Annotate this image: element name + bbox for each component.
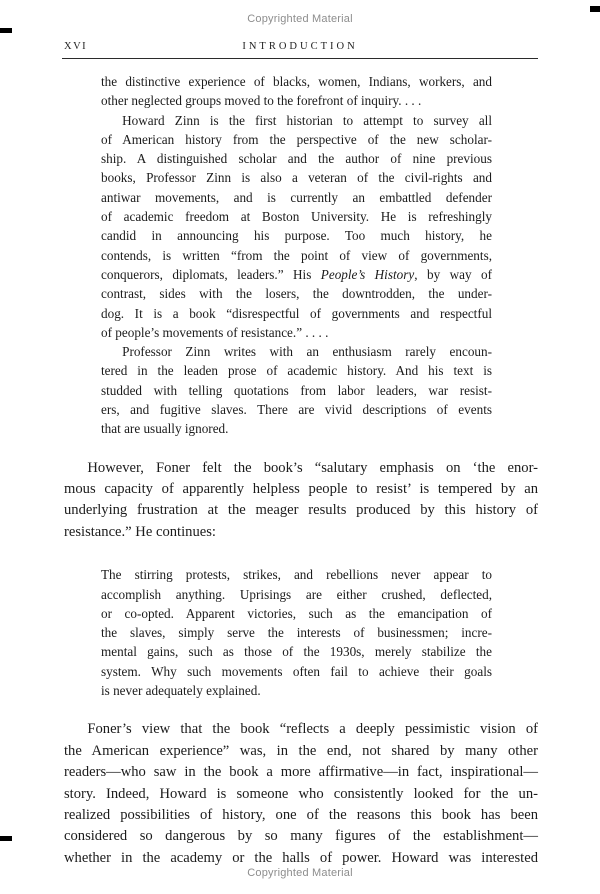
- text-line: other neglected groups moved to the forefront of inquiry. . . .: [101, 93, 422, 109]
- text-line: conquerors, diplomats, leaders.” His People’s History, by way of: [101, 266, 492, 282]
- paragraph: [64, 458, 538, 544]
- text-line: ship. A distinguished scholar and the author of nine previous: [101, 151, 492, 167]
- text-line: system. Why such movements often fail to achieve their goals: [101, 663, 492, 679]
- text-line: or co-opted. Apparent victories, such as the emancipation of: [101, 605, 492, 621]
- block-quote: [101, 565, 492, 700]
- text-line: realized possibilities of history, one of the reasons this book has been: [64, 806, 538, 823]
- text-line: contrast, sides with the losers, the downtrodden, the under-: [101, 286, 492, 302]
- scan-mark-bottom-left: [0, 836, 12, 841]
- text-line: mental gains, such as those of the 1930s, merely stabilize the: [101, 644, 492, 660]
- text-line: accomplish anything. Uprisings are either crushed, deflected,: [101, 586, 492, 602]
- text-line: The stirring protests, strikes, and rebellions never appear to: [101, 567, 492, 583]
- text-line: story. Indeed, Howard is someone who consistently looked for the un-: [64, 785, 538, 802]
- page-number: XVI: [64, 41, 88, 52]
- text-line: Howard Zinn is the first historian to attempt to survey all: [122, 112, 492, 128]
- text-line: that are usually ignored.: [101, 421, 229, 437]
- text-line: the distinctive experience of blacks, women, Indians, workers, and: [101, 74, 492, 89]
- text-line: of academic freedom at Boston University. He is refreshingly: [101, 209, 492, 225]
- text-line: is never adequately explained.: [101, 683, 261, 699]
- text-line: tered in the leaden prose of academic history. And his text is: [101, 363, 492, 379]
- page-content: [64, 72, 538, 869]
- text-line: mous capacity of apparently helpless people to resist’ is tempered by an: [64, 481, 538, 498]
- italic-text: People’s History: [320, 266, 415, 282]
- text-line: the American experience” was, in the end, not shared by many other: [64, 742, 538, 759]
- text-line: candid in announcing his purpose. Too much history, he: [101, 228, 492, 244]
- text-line: of people’s movements of resistance.” . . . .: [101, 324, 329, 340]
- page-header: [62, 38, 538, 59]
- text-line: underlying frustration at the meager results produced by this history of: [64, 502, 538, 519]
- text-line: resistance.” He continues:: [64, 523, 216, 540]
- text-line: readers—who saw in the book a more affirmative—in fact, inspirational—: [64, 764, 538, 781]
- text-line: Professor Zinn writes with an enthusiasm rarely encoun-: [122, 344, 492, 360]
- scan-mark-top-right: [590, 6, 600, 12]
- text-line: books, Professor Zinn is also a veteran of the civil-rights and: [101, 170, 492, 186]
- text-line: whether in the academy or the halls of power. Howard was interested: [64, 849, 538, 866]
- block-quote: [101, 72, 492, 439]
- paragraph: [64, 719, 538, 869]
- text-line: dog. It is a book “disrespectful of governments and respectful: [101, 305, 492, 321]
- text-line: the slaves, simply serve the interests of businessmen; incre-: [101, 625, 492, 641]
- copyright-notice-top: Copyrighted Material: [247, 13, 353, 25]
- text-line: studded with telling quotations from labor leaders, war resist-: [101, 382, 492, 398]
- running-title: INTRODUCTION: [242, 41, 358, 52]
- copyright-notice-bottom: Copyrighted Material: [247, 867, 353, 879]
- text-line: of American history from the perspective of the new scholar-: [101, 131, 492, 147]
- text-line: contends, is written “from the point of view of governments,: [101, 247, 492, 263]
- scan-mark-top-left: [0, 28, 12, 33]
- text-line: considered so dangerous by so many figures of the establishment—: [64, 828, 538, 845]
- text-line: However, Foner felt the book’s “salutary emphasis on ‘the enor-: [87, 459, 538, 476]
- text-line: antiwar movements, and is currently an embattled defender: [101, 189, 492, 205]
- text-line: ers, and fugitive slaves. There are vivid descriptions of events: [101, 402, 492, 418]
- text-line: Foner’s view that the book “reflects a deeply pessimistic vision of: [87, 721, 538, 738]
